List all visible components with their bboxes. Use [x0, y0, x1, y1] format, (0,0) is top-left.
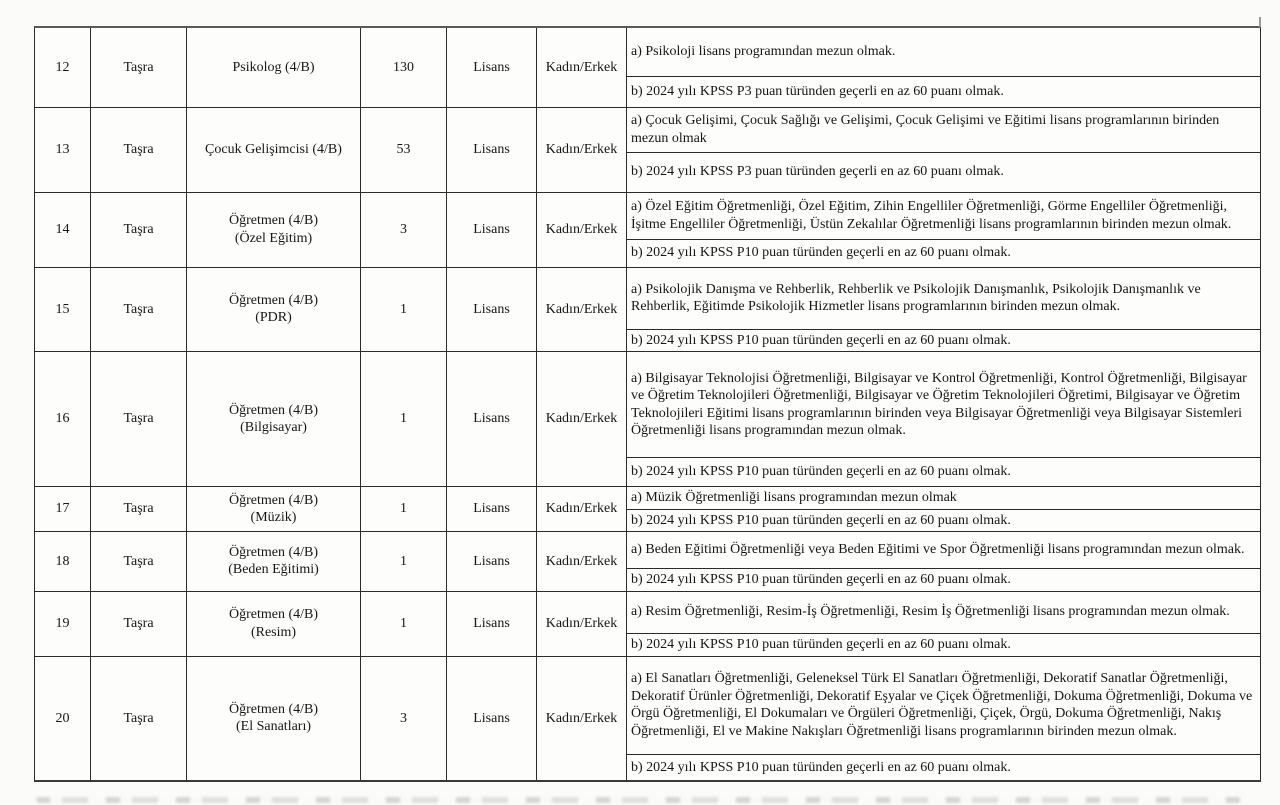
cell-gender: Kadın/Erkek [537, 352, 627, 487]
table-row [35, 487, 1261, 510]
cell-position-count: 130 [361, 27, 447, 107]
cell-requirement-a: a) Psikolojik Danışma ve Rehberlik, Rehberlik ve Psikolojik Danışmanlık, Psikolojik Danışmanlık ve Rehberlik, Eğitimde Psikolojik Hizmetler lisans programlarının birinden mezun olmak. [627, 267, 1261, 329]
cell-location: Taşra [91, 656, 187, 781]
position-title: Öğretmen (4/B) [228, 492, 319, 508]
cell-requirement-a: a) Özel Eğitim Öğretmenliği, Özel Eğitim, Zihin Engelliler Öğretmenliği, Görme Engelliler Öğretmenliği, İşitme Engelliler Öğretmenliği, Üstün Zekalılar Öğretmenliği lisans programlarının birinden mezun olmak. [627, 192, 1261, 239]
cell-requirement-b: b) 2024 yılı KPSS P10 puan türünden geçerli en az 60 puanı olmak. [627, 239, 1261, 267]
cell-position-title [187, 656, 361, 781]
position-title: Öğretmen (4/B) [228, 213, 319, 228]
cell-location: Taşra [91, 352, 187, 487]
cell-row-number: 16 [35, 352, 91, 487]
cell-row-number: 20 [35, 656, 91, 781]
cell-gender: Kadın/Erkek [537, 591, 627, 656]
cell-education-level: Lisans [447, 487, 537, 532]
position-title: Öğretmen (4/B) [228, 402, 319, 418]
position-subtitle: (Resim) [250, 624, 297, 640]
cell-position-title [187, 532, 361, 592]
cell-requirement-b: b) 2024 yılı KPSS P10 puan türünden geçerli en az 60 puanı olmak. [627, 633, 1261, 656]
cell-location: Taşra [91, 267, 187, 352]
position-subtitle: (Bilgisayar) [240, 420, 307, 435]
cell-requirement-b: b) 2024 yılı KPSS P10 puan türünden geçerli en az 60 puanı olmak. [627, 754, 1261, 781]
cell-requirement-b: b) 2024 yılı KPSS P3 puan türünden geçerli en az 60 puanı olmak. [627, 76, 1261, 107]
table-row [35, 27, 1261, 76]
position-subtitle: (Müzik) [250, 510, 297, 525]
cell-gender: Kadın/Erkek [537, 487, 627, 532]
table-row [35, 591, 1261, 633]
cell-location: Taşra [91, 591, 187, 656]
cell-position-count: 1 [361, 487, 447, 532]
cell-requirement-a: a) Psikoloji lisans programından mezun olmak. [627, 27, 1261, 76]
cell-requirement-a: a) Resim Öğretmenliği, Resim-İş Öğretmenliği, Resim İş Öğretmenliği lisans programından mezun olmak. [627, 591, 1261, 633]
cell-requirement-a: a) Çocuk Gelişimi, Çocuk Sağlığı ve Gelişimi, Çocuk Gelişimi ve Eğitimi lisans programlarının birinden mezun olmak [627, 107, 1261, 152]
position-title: Öğretmen (4/B) [228, 544, 319, 560]
position-title: Öğretmen (4/B) [228, 607, 319, 622]
table-row [35, 656, 1261, 754]
cell-requirement-b: b) 2024 yılı KPSS P3 puan türünden geçerli en az 60 puanı olmak. [627, 152, 1261, 192]
cell-requirement-b: b) 2024 yılı KPSS P10 puan türünden geçerli en az 60 puanı olmak. [627, 509, 1261, 532]
position-subtitle: (PDR) [255, 310, 292, 326]
table-row [35, 192, 1261, 239]
cell-position-count: 1 [361, 532, 447, 592]
cell-position-title [187, 107, 361, 192]
cell-location: Taşra [91, 107, 187, 192]
cell-education-level: Lisans [447, 591, 537, 656]
cell-gender: Kadın/Erkek [537, 27, 627, 107]
cell-education-level: Lisans [447, 192, 537, 267]
position-subtitle: (Özel Eğitim) [234, 230, 313, 246]
cell-position-count: 3 [361, 192, 447, 267]
cell-gender: Kadın/Erkek [537, 192, 627, 267]
cell-education-level: Lisans [447, 27, 537, 107]
cell-gender: Kadın/Erkek [537, 532, 627, 592]
cell-gender: Kadın/Erkek [537, 107, 627, 192]
cell-row-number: 13 [35, 107, 91, 192]
position-subtitle: (Beden Eğitimi) [228, 562, 319, 578]
table-row [35, 352, 1261, 458]
cell-location: Taşra [91, 27, 187, 107]
position-title: Öğretmen (4/B) [228, 701, 319, 717]
cell-requirement-b: b) 2024 yılı KPSS P10 puan türünden geçerli en az 60 puanı olmak. [627, 569, 1261, 592]
cell-row-number: 15 [35, 267, 91, 352]
cell-position-count: 1 [361, 267, 447, 352]
cell-location: Taşra [91, 487, 187, 532]
cell-position-count: 1 [361, 591, 447, 656]
cell-requirement-b: b) 2024 yılı KPSS P10 puan türünden geçerli en az 60 puanı olmak. [627, 329, 1261, 352]
position-title: Çocuk Gelişimcisi (4/B) [205, 141, 342, 157]
cell-requirement-a: a) Müzik Öğretmenliği lisans programından mezun olmak [627, 487, 1261, 510]
cell-education-level: Lisans [447, 532, 537, 592]
position-title: Psikolog (4/B) [232, 59, 315, 75]
cell-position-title [187, 192, 361, 267]
cell-location: Taşra [91, 532, 187, 592]
cell-position-count: 3 [361, 656, 447, 781]
table-row [35, 532, 1261, 569]
cell-gender: Kadın/Erkek [537, 656, 627, 781]
cell-education-level: Lisans [447, 656, 537, 781]
cell-position-title [187, 27, 361, 107]
cell-requirement-a: a) Bilgisayar Teknolojisi Öğretmenliği, Bilgisayar ve Kontrol Öğretmenliği, Kontrol Öğretmenliği, Bilgisayar ve Öğretim Teknolojileri Öğretmenliği, Bilgisayar ve Öğretim Teknolojileri Öğretimi, Bilgisayar ve Öğretim Teknolojileri Eğitimi lisans programlarının birinden veya Bilgisayar Öğretmenliği veya Bilgisayar Sistemleri Öğretmenliği lisans programından mezun olmak. [627, 352, 1261, 458]
cell-position-title [187, 487, 361, 532]
table-row [35, 107, 1261, 152]
cell-row-number: 19 [35, 591, 91, 656]
cell-education-level: Lisans [447, 107, 537, 192]
table-row [35, 267, 1261, 329]
table-edge-stub [1259, 17, 1261, 27]
cell-row-number: 14 [35, 192, 91, 267]
cell-requirement-a: a) Beden Eğitimi Öğretmenliği veya Beden Eğitimi ve Spor Öğretmenliği lisans programından mezun olmak. [627, 532, 1261, 569]
cell-row-number: 17 [35, 487, 91, 532]
cell-position-count: 53 [361, 107, 447, 192]
position-title: Öğretmen (4/B) [228, 292, 319, 308]
cell-requirement-a: a) El Sanatları Öğretmenliği, Geleneksel Türk El Sanatları Öğretmenliği, Dekoratif Sanatlar Öğretmenliği, Dekoratif Ürünler Öğretmenliği, Dekoratif Eşyalar ve Çiçek Öğretmenliği, Dokuma Öğretmenliği, Dokuma ve Örgü Öğretmenliği, El Dokumaları ve Örgüleri Öğretmenliği, Çiçek, Örgü, Dokuma Öğretmenliği, Nakış Öğretmenliği, El ve Makine Nakışları Öğretmenliği lisans programlarının birinden mezun olmak. [627, 656, 1261, 754]
cell-row-number: 18 [35, 532, 91, 592]
cell-gender: Kadın/Erkek [537, 267, 627, 352]
cell-requirement-b: b) 2024 yılı KPSS P10 puan türünden geçerli en az 60 puanı olmak. [627, 458, 1261, 487]
table-body [35, 27, 1261, 781]
cell-education-level: Lisans [447, 352, 537, 487]
cell-education-level: Lisans [447, 267, 537, 352]
job-postings-table [34, 26, 1261, 782]
cell-position-title [187, 591, 361, 656]
cell-position-count: 1 [361, 352, 447, 487]
cell-position-title [187, 267, 361, 352]
cell-position-title [187, 352, 361, 487]
position-subtitle: (El Sanatları) [235, 719, 312, 735]
cell-location: Taşra [91, 192, 187, 267]
cell-row-number: 12 [35, 27, 91, 107]
scan-artifact [36, 797, 1241, 803]
